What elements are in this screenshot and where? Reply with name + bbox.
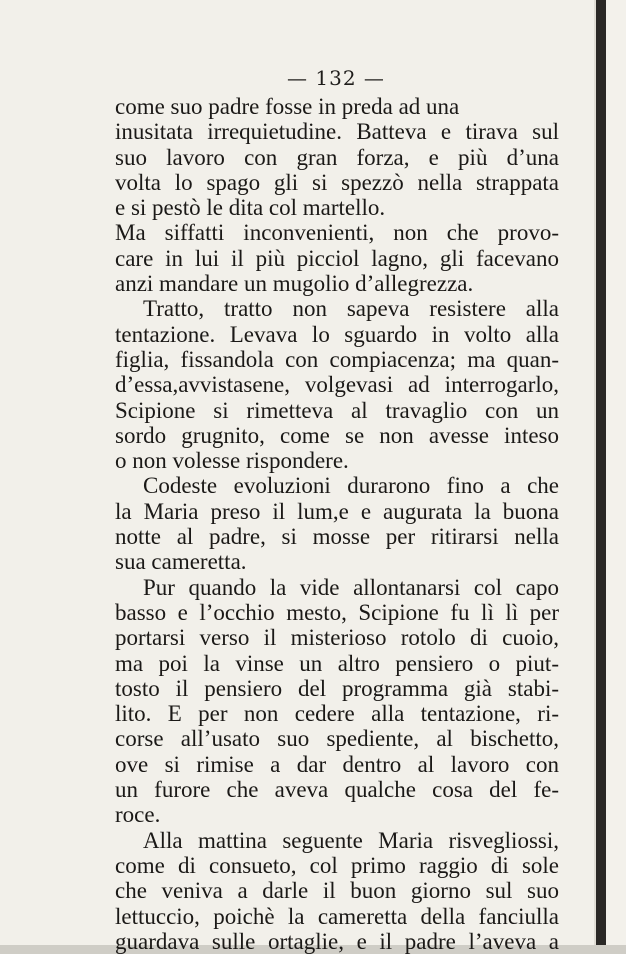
- text-line: lettuccio, poichè la cameretta della fanciulla: [115, 903, 559, 929]
- text-line: e si pestò le dita col martello.: [115, 195, 386, 221]
- text-line: tosto il pensiero del programma già stabi-: [115, 675, 559, 701]
- text-line: anzi mandare un mugolio d’allegrezza.: [115, 271, 474, 297]
- text-line: ove si rimise a dar dentro al lavoro con: [115, 751, 559, 777]
- text-line: o non volesse rispondere.: [115, 448, 349, 474]
- text-line: tentazione. Levava lo sguardo in volto alla: [115, 321, 559, 347]
- text-line: roce.: [115, 802, 161, 828]
- text-line: Codeste evoluzioni durarono fino a che: [143, 473, 559, 499]
- text-line: guardava sulle ortaglie, e il padre l’aveva a: [115, 928, 559, 954]
- text-line: Alla mattina seguente Maria risvegliossi,: [143, 827, 559, 853]
- text-line: care in lui il più picciol lagno, gli facevano: [115, 245, 559, 271]
- text-line: notte al padre, si mosse per ritirarsi nella: [115, 524, 559, 550]
- text-line: Pur quando la vide allontanarsi col capo: [143, 574, 559, 600]
- text-line: Scipione si rimetteva al travaglio con un: [115, 397, 559, 423]
- text-line: lito. E per non cedere alla tentazione, ri-: [115, 701, 559, 727]
- text-line: volta lo spago gli si spezzò nella strappata: [115, 169, 559, 195]
- text-line: corse all’usato suo spediente, al bischetto,: [115, 726, 559, 752]
- text-line: inusitata irrequietudine. Batteva e tirava sul: [115, 119, 559, 145]
- text-line: come suo padre fosse in preda ad una: [115, 94, 460, 119]
- text-line: che veniva a darle il buon giorno sul suo: [115, 878, 559, 904]
- text-line: sua cameretta.: [115, 549, 247, 575]
- text-line: Tratto, tratto non sapeva resistere alla: [143, 296, 559, 322]
- text-line: portarsi verso il misterioso rotolo di cuoio,: [115, 625, 559, 651]
- text-line: basso e l’occhio mesto, Scipione fu lì lì per: [115, 599, 559, 625]
- body-text: [115, 94, 559, 954]
- text-line: Ma siffatti inconvenienti, non che provo-: [115, 220, 559, 246]
- text-line: come di consueto, col primo raggio di sole: [115, 852, 559, 878]
- page-number: — 132 —: [287, 66, 385, 90]
- text-line: sordo grugnito, come se non avesse inteso: [115, 422, 559, 448]
- text-line: suo lavoro con gran forza, e più d’una: [115, 144, 559, 170]
- next-page-edge: [606, 0, 626, 945]
- text-line: figlia, fissandola con compiacenza; ma quan-: [115, 346, 559, 372]
- text-line: d’essa,avvistasene, volgevasi ad interrogarlo,: [115, 372, 559, 398]
- text-line: ma poi la vinse un altro pensiero o piut-: [115, 650, 559, 676]
- text-line: un furore che aveva qualche cosa del fe-: [115, 777, 559, 803]
- text-line: la Maria preso il lum,e e augurata la buona: [115, 498, 559, 524]
